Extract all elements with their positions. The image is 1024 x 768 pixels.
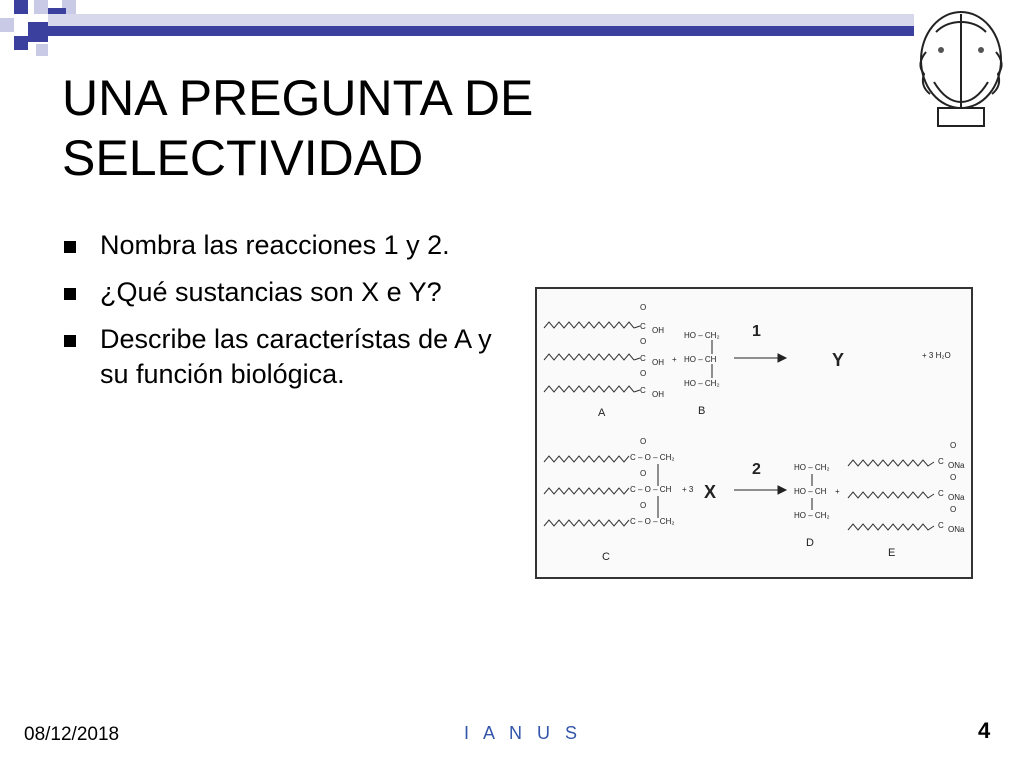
deco-square (28, 22, 48, 42)
oxygen-label: O (640, 369, 647, 378)
slide-number: 4 (978, 718, 991, 743)
bullet-square-icon (64, 241, 76, 253)
list-item (62, 275, 502, 310)
footer-date: 08/12/2018 (24, 724, 120, 745)
deco-square (14, 36, 28, 50)
glycerol-group: HO – CH₂ (794, 463, 830, 472)
list-item (62, 228, 502, 263)
header-bar (48, 26, 914, 36)
reaction-figure (522, 276, 982, 580)
product-y: Y (832, 350, 845, 370)
janus-head-icon (906, 2, 1016, 132)
sodium-salt: ONa (948, 493, 965, 502)
oxygen-label: O (640, 337, 647, 346)
ester-group: C – O – CH₂ (630, 517, 675, 526)
ester-group: C – O – CH₂ (630, 453, 675, 462)
glycerol-group: HO – CH (684, 355, 717, 364)
molecule-label-e: E (888, 547, 896, 559)
molecule-label-c: C (602, 551, 610, 563)
sodium-salt: ONa (948, 461, 965, 470)
list-item (62, 322, 502, 392)
oxygen-label: O (950, 473, 957, 482)
deco-square (36, 44, 48, 56)
molecule-label-a: A (598, 407, 606, 419)
oxygen-label: O (950, 505, 957, 514)
reaction-number: 1 (752, 323, 761, 340)
water-byproduct: + 3 H₂O (922, 351, 951, 360)
bullet-square-icon (64, 288, 76, 300)
sodium-salt: ONa (948, 525, 965, 534)
deco-square (34, 0, 48, 14)
carbon-label: C (938, 457, 944, 466)
glycerol-group: HO – CH (794, 487, 827, 496)
oxygen-label: O (640, 501, 647, 510)
oxygen-label: O (950, 441, 957, 450)
reagent-x: X (704, 482, 717, 502)
oxygen-label: O (640, 469, 647, 478)
hydroxyl-label: OH (652, 390, 664, 399)
carbon-label: C (938, 489, 944, 498)
ester-group: C – O – CH (630, 485, 672, 494)
header-decoration (0, 0, 1024, 60)
bullet-text: ¿Qué sustancias son X e Y? (100, 277, 442, 307)
plus-sign: + (835, 487, 840, 496)
glycerol-group: HO – CH₂ (684, 379, 720, 388)
molecule-label-b: B (698, 405, 706, 417)
bullet-text: Describe las característas de A y su función biológica. (100, 324, 492, 389)
glycerol-group: HO – CH₂ (794, 511, 830, 520)
bullet-text: Nombra las reacciones 1 y 2. (100, 230, 450, 260)
carbon-label: C (640, 386, 646, 395)
page-title: UNA PREGUNTA DE SELECTIVIDAD (62, 70, 534, 186)
plus-sign: + (672, 355, 677, 364)
deco-square (14, 0, 28, 14)
carbon-label: C (640, 322, 646, 331)
bullet-square-icon (64, 335, 76, 347)
hydroxyl-label: OH (652, 358, 664, 367)
reaction-number: 2 (752, 461, 761, 478)
deco-square (0, 18, 14, 32)
carbon-label: C (938, 521, 944, 530)
footer-brand: I A N U S (464, 723, 583, 743)
hydroxyl-label: OH (652, 326, 664, 335)
carbon-label: C (640, 354, 646, 363)
oxygen-label: O (640, 437, 647, 446)
molecule-label-d: D (806, 537, 814, 549)
oxygen-label: O (640, 303, 647, 312)
glycerol-group: HO – CH₂ (684, 331, 720, 340)
header-bar-fade (48, 14, 914, 26)
reagent-coefficient: + 3 (682, 485, 694, 494)
bullet-list (62, 228, 502, 404)
